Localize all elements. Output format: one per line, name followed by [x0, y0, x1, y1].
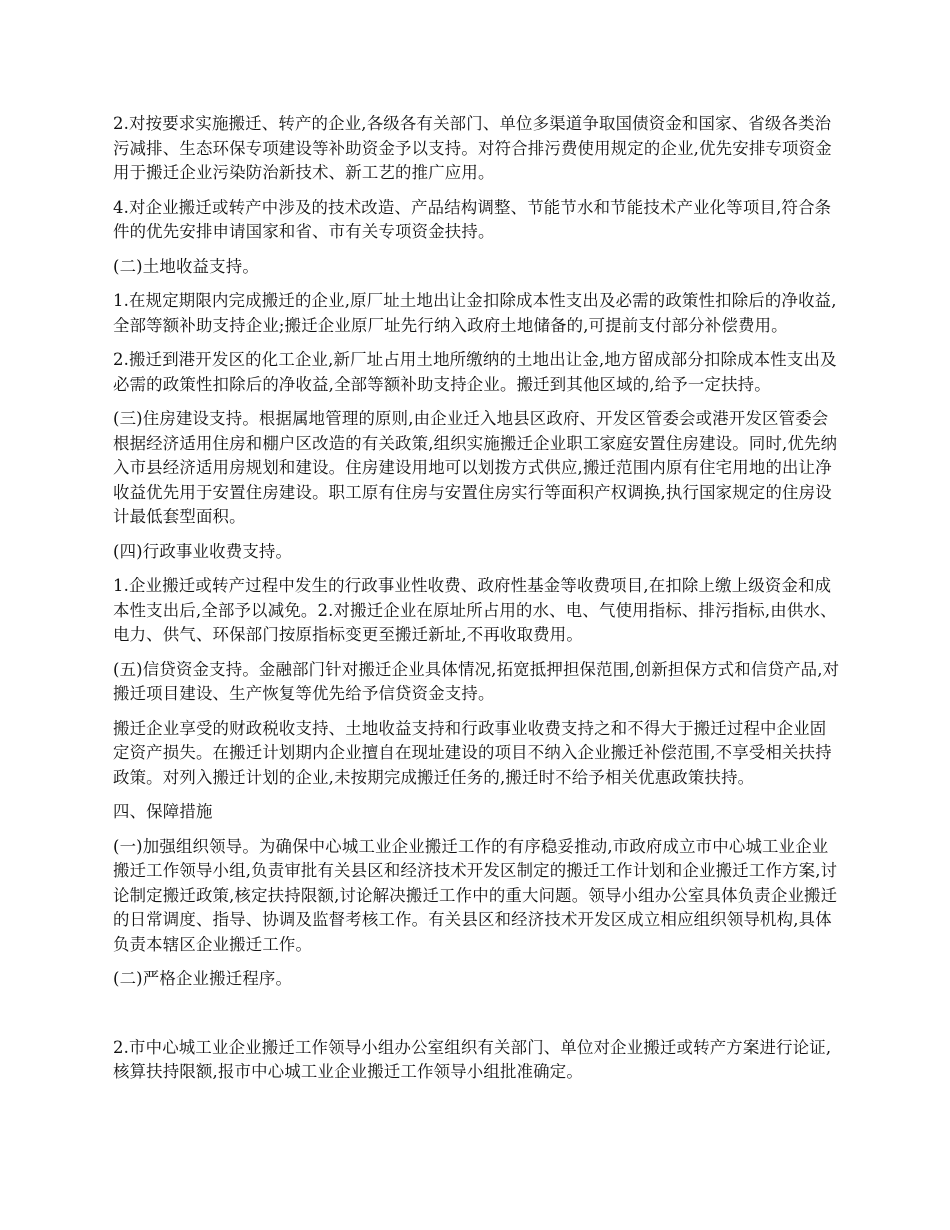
heading-safeguard-measures: 四、保障措施	[113, 802, 213, 821]
paragraph-support-limits: 搬迁企业享受的财政税收支持、土地收益支持和行政事业收费支持之和不得大于搬迁过程中企业固定资产损失。在搬迁计划期内企业擅自在现址建设的项目不纳入企业搬迁补偿范围,不享受相关扶持政策。对列入搬迁计划的企业,未按期完成搬迁任务的,搬迁时不给予相关优惠政策扶持。	[113, 718, 832, 787]
paragraph-admin-fee-items: 1.企业搬迁或转产过程中发生的行政事业性收费、政府性基金等收费项目,在扣除上缴上级资金和成本性支出后,全部予以减免。2.对搬迁企业在原址所占用的水、电、气使用指标、排污指标,由供水、电力、供气、环保部门按原指标变更至搬迁新址,不再收取费用。	[113, 576, 837, 644]
paragraph-credit-support: (五)信贷资金支持。金融部门针对搬迁企业具体情况,拓宽抵押担保范围,创新担保方式和信贷产品,对搬迁项目建设、生产恢复等优先给予信贷资金支持。	[113, 659, 840, 703]
paragraph-procedure-2: 2.市中心城工业企业搬迁工作领导小组办公室组织有关部门、单位对企业搬迁或转产方案进行论证,核算扶持限额,报市中心城工业企业搬迁工作领导小组批准确定。	[113, 1037, 832, 1081]
heading-relocation-procedure: (二)严格企业搬迁程序。	[113, 969, 293, 988]
paragraph-fund-support-2: 2.对按要求实施搬迁、转产的企业,各级各有关部门、单位多渠道争取国债资金和国家、省级各类治污减排、生态环保专项建设等补助资金予以支持。对符合排污费使用规定的企业,优先安排专项资金用于搬迁企业污染防治新技术、新工艺的推广应用。	[113, 114, 832, 182]
heading-land-revenue-support: (二)土地收益支持。	[113, 256, 259, 276]
document-body	[113, 112, 840, 1085]
paragraph-organization-leadership: (一)加强组织领导。为确保中心城工业企业搬迁工作的有序稳妥推动,市政府成立市中心城工业企业搬迁工作领导小组,负责审批有关县区和经济技术开发区制定的搬迁工作计划和企业搬迁工作方案,讨论制定搬迁政策,核定扶持限额,讨论解决搬迁工作中的重大问题。领导小组办公室具体负责企业搬迁的日常调度、指导、协调及监督考核工作。有关县区和经济技术开发区成立相应组织领导机构,具体负责本辖区企业搬迁工作。	[113, 836, 838, 954]
paragraph-fund-support-4: 4.对企业搬迁或转产中涉及的技术改造、产品结构调整、节能节水和节能技术产业化等项目,符合条件的优先安排申请国家和省、市有关专项资金扶持。	[113, 197, 832, 241]
paragraph-land-revenue-1: 1.在规定期限内完成搬迁的企业,原厂址土地出让金扣除成本性支出及必需的政策性扣除后的净收益,全部等额补助支持企业;搬迁企业原厂址先行纳入政府土地储备的,可提前支付部分补偿费用。	[113, 291, 837, 335]
paragraph-land-revenue-2: 2.搬迁到港开发区的化工企业,新厂址占用土地所缴纳的土地出让金,地方留成部分扣除成本性支出及必需的政策性扣除后的净收益,全部等额补助支持企业。搬迁到其他区域的,给予一定扶持。	[113, 350, 837, 394]
paragraph-housing-support: (三)住房建设支持。根据属地管理的原则,由企业迁入地县区政府、开发区管委会或港开发区管委会根据经济适用住房和棚户区改造的有关政策,组织实施搬迁企业职工家庭安置住房建设。同时,优先纳入市县经济适用房规划和建设。住房建设用地可以划拨方式供应,搬迁范围内原有住宅用地的出让净收益优先用于安置住房建设。职工原有住房与安置住房实行等面积产权调换,执行国家规定的住房设计最低套型面积。	[113, 409, 838, 526]
heading-admin-fee-support: (四)行政事业收费支持。	[113, 541, 293, 561]
